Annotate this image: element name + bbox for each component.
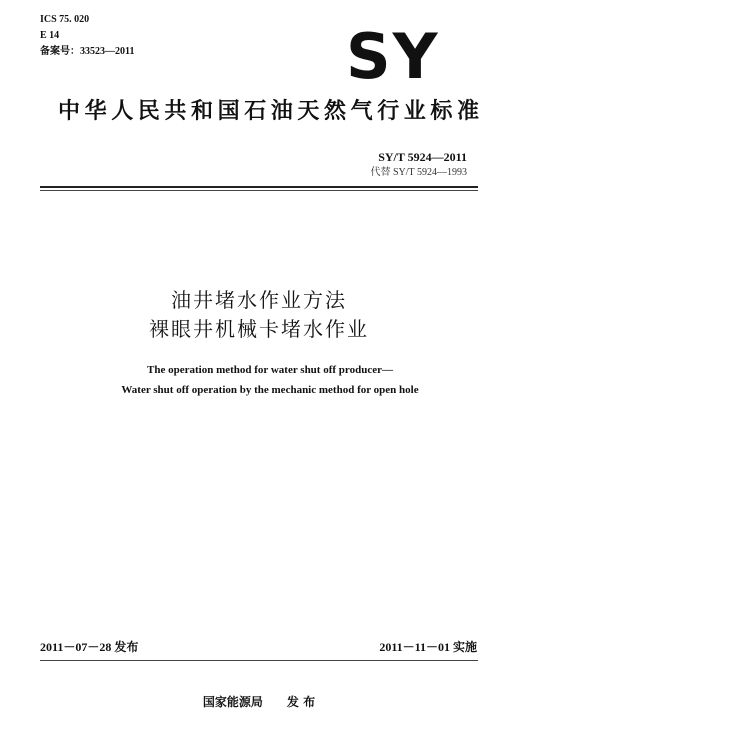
top-divider-thin	[40, 190, 478, 191]
ics-code: ICS 75. 020	[40, 14, 90, 25]
issue-date: 2011－07－28 发布	[40, 640, 139, 654]
document-title-cn-line1: 油井堵水作业方法	[171, 288, 347, 312]
implementation-date: 2011－11－01 实施	[379, 640, 477, 654]
bottom-divider	[40, 660, 478, 661]
document-title-cn-line2: 裸眼井机械卡堵水作业	[149, 317, 369, 341]
publisher: 国家能源局 发 布	[202, 695, 316, 709]
record-number: 备案号：33523—2011	[40, 46, 135, 57]
document-title-en-line2: Water shut off operation by the mechanic method for open hole	[121, 384, 419, 396]
document-title-en-line1: The operation method for water shut off producer—	[147, 364, 393, 376]
sy-logo: SY	[346, 20, 440, 93]
top-divider-thick	[40, 186, 478, 188]
replaces-standard: 代替 SY/T 5924—1993	[370, 167, 467, 178]
ccs-code: E 14	[40, 30, 60, 41]
standard-category-title: 中华人民共和国石油天然气行业标准	[58, 99, 484, 124]
standard-number: SY/T 5924—2011	[378, 150, 467, 164]
